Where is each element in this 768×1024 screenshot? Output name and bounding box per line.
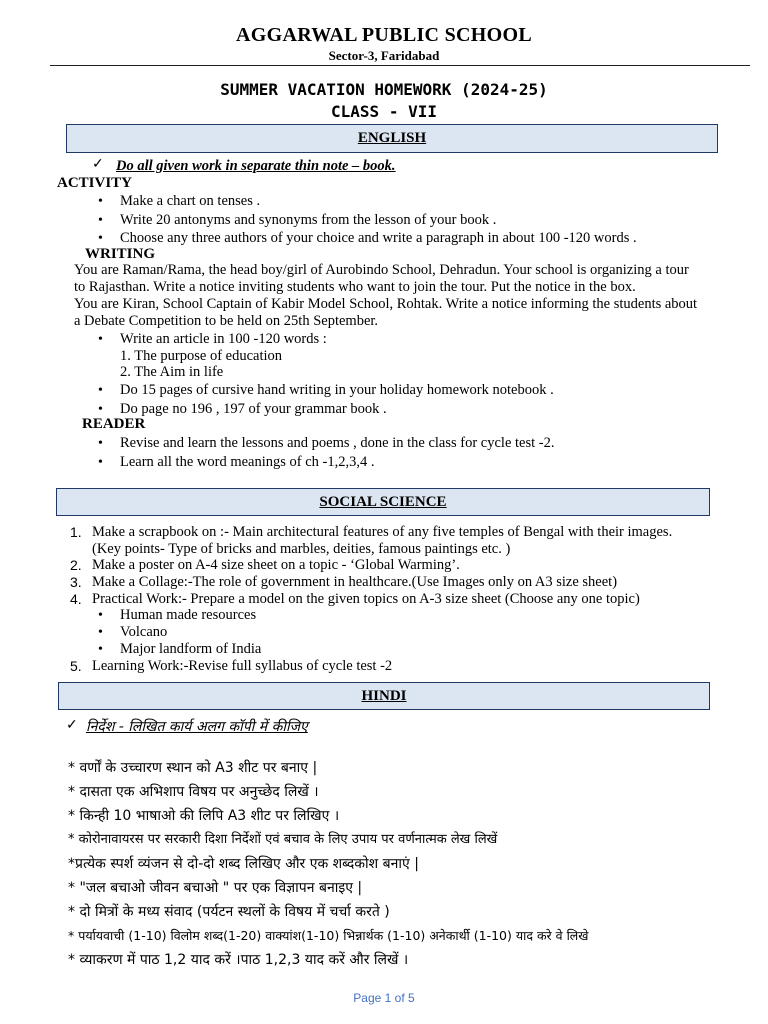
list-item: (Key points- Type of bricks and marbles, deities, famous paintings etc. ) (92, 541, 511, 557)
hindi-line: * कोरोनावायरस पर सरकारी दिशा निर्देशों एवं बचाव के लिए उपाय पर वर्णनात्मक लेख लिखें (68, 832, 498, 847)
school-sector: Sector-3, Faridabad (328, 48, 440, 63)
paragraph-line: You are Raman/Rama, the head boy/girl of Aurobindo School, Dehradun. Your school is organizing a tour (74, 262, 689, 278)
hindi-line: * वर्णों के उच्चारण स्थान को A3 शीट पर बनाए | (68, 760, 318, 776)
list-item: • Revise and learn the lessons and poems , done in the class for cycle test -2. (120, 435, 554, 452)
item-number: 1. (70, 524, 82, 540)
social-science-heading: SOCIAL SCIENCE (56, 488, 710, 516)
list-item: • Do page no 196 , 197 of your grammar book . (120, 401, 387, 418)
page-number: Page 1 of 5 (353, 991, 415, 1005)
hindi-line: * दो मित्रों के मध्य संवाद (पर्यटन स्थलों के विषय में चर्चा करते ) (68, 904, 390, 920)
english-heading: ENGLISH (66, 124, 718, 153)
reader-heading: READER (82, 416, 146, 432)
list-item: • Do 15 pages of cursive hand writing in your holiday homework notebook . (120, 382, 554, 399)
hindi-line: * पर्यायवाची (1-10) विलोम शब्द(1-20) वाक्यांश(1-10) भिन्नार्थक (1-10) अनेकार्थी (1-10) याद करे वे लिखे (68, 928, 589, 943)
class-title: CLASS - VII (331, 102, 437, 121)
writing-heading: WRITING (85, 246, 156, 262)
list-item: • Choose any three authors of your choice and write a paragraph in about 100 -120 words . (120, 230, 637, 247)
hindi-instruction: निर्देश - लिखित कार्य अलग कॉपी में कीजिए (86, 719, 308, 735)
list-item: Make a Collage:-The role of government in healthcare.(Use Images only on A3 size sheet) (92, 574, 618, 590)
list-item: Make a poster on A-4 size sheet on a topic - ‘Global Warming’. (92, 557, 460, 573)
hindi-heading: HINDI (58, 682, 710, 710)
item-number: 5. (70, 658, 82, 674)
english-instruction: Do all given work in separate thin note – book. (116, 158, 396, 174)
hindi-line: *प्रत्येक स्पर्श व्यंजन से दो-दो शब्द लिखिए और एक शब्दकोश बनाएं | (68, 856, 419, 872)
list-item: Practical Work:- Prepare a model on the given topics on A-3 size sheet (Choose any one topic) (92, 591, 640, 607)
hindi-line: * "जल बचाओ जीवन बचाओ " पर एक विज्ञापन बनाइए | (68, 880, 363, 896)
list-item: • Write an article in 100 -120 words : (120, 331, 327, 348)
list-item: • Learn all the word meanings of ch -1,2,3,4 . (120, 454, 374, 471)
sub-item: • Volcano (120, 624, 167, 641)
header-rule (50, 65, 750, 66)
sub-item: • Human made resources (120, 607, 256, 624)
article-topic: 1. The purpose of education (120, 348, 283, 364)
paragraph-line: to Rajasthan. Write a notice inviting students who want to join the tour. Put the notice in the box. (74, 279, 636, 295)
hindi-line: * किन्ही 10 भाषाओ की लिपि A3 शीट पर लिखिए । (68, 808, 340, 824)
check-icon: ✓ (66, 718, 78, 733)
school-name: AGGARWAL PUBLIC SCHOOL (236, 24, 532, 46)
hindi-line: * व्याकरण में पाठ 1,2 याद करें ।पाठ 1,2,3 याद करें और लिखें । (68, 952, 409, 968)
list-item: • Write 20 antonyms and synonyms from the lesson of your book . (120, 212, 496, 229)
check-icon: ✓ (92, 157, 104, 172)
sub-item: • Major landform of India (120, 641, 261, 658)
paragraph-line: a Debate Competition to be held on 25th September. (74, 313, 379, 329)
hindi-line: * दासता एक अभिशाप विषय पर अनुच्छेद लिखें । (68, 784, 319, 800)
article-topic: 2. The Aim in life (120, 364, 224, 380)
item-number: 3. (70, 574, 82, 590)
item-number: 2. (70, 557, 82, 573)
list-item: Learning Work:-Revise full syllabus of cycle test -2 (92, 658, 393, 674)
homework-title: SUMMER VACATION HOMEWORK (2024-25) (220, 80, 548, 99)
paragraph-line: You are Kiran, School Captain of Kabir Model School, Rohtak. Write a notice informing the students about (74, 296, 698, 312)
activity-heading: ACTIVITY (57, 175, 133, 191)
item-number: 4. (70, 591, 82, 607)
list-item: • Make a chart on tenses . (120, 193, 260, 210)
list-item: Make a scrapbook on :- Main architectural features of any five temples of Bengal with their images. (92, 524, 673, 540)
